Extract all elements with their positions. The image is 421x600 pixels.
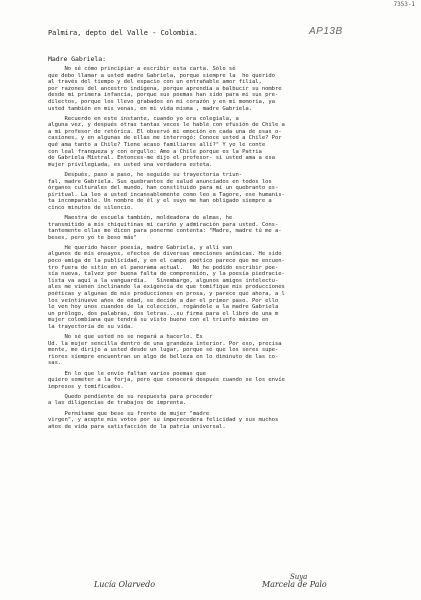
- paragraph-line: poco amiga de la publicidad, y en el campo poético parece que me encuen-: [48, 258, 285, 265]
- paragraph-line: No sé cómo principiar a escribir esta carta. Sólo sé: [48, 66, 236, 72]
- paragraph-line: un prólogo, dos palabras, dos letras...su firma para el libro de una m: [48, 310, 279, 317]
- paragraph-line: Ud. la mujer sencilla dentro de una grandeza interior. Por eso, precisa: [48, 340, 282, 347]
- paragraph-line: ta incomparable. Un nombre de él y el suyo me han obligado siempre a: [48, 198, 272, 205]
- paragraph-line: casiones, y en algunas de ellas me interrogó: Conoce usted a Chile? Por: [48, 135, 282, 142]
- signature-left: Lucía Olarvedo: [94, 580, 156, 589]
- paragraph-line: virgen", y acepte mis votos por su imperecedera felicidad y sus muchos: [48, 417, 279, 424]
- paragraph: [48, 411, 410, 431]
- paragraph: [48, 371, 410, 391]
- paragraph-line: tantemente ellas me dicen para ponerme contenta: "Madre, madre tú me a-: [48, 228, 282, 235]
- paragraph-line: cinco minutos de silencio.: [48, 204, 134, 211]
- paragraph-line: que debo llamar a usted madre Gabriela, porque siempre la he querido: [48, 72, 275, 79]
- paragraph-line: He querido hacer poesía, madre Gabriela, y allí van: [48, 244, 233, 251]
- archive-number: 7353-1: [393, 1, 415, 8]
- paragraph-line: impresos y tomificados.: [48, 383, 124, 390]
- paragraph: [48, 215, 410, 241]
- paragraph-line: qué ama tanto a Chile? Tiene acaso familiares allí?" Y yo le conte: [48, 142, 266, 149]
- paragraph-line: tro fuera de sitio en el panorama actual. No he podido escribir poe-: [48, 264, 279, 271]
- paragraph-line: le ven hoy unos cuandos de la colección, rogándole a la madre Gabriela: [48, 304, 279, 311]
- paragraph-line: algunos de mis ensayos, efectos de diversas emociones anímicas. He sido: [48, 251, 282, 258]
- paragraph-line: por razones del ancestro indígena, porque aprendía a balbucir su nombre: [48, 85, 282, 92]
- paragraph-line: órganos culturales del mundo, han constituido para mí un quebranto es-: [48, 185, 279, 192]
- paragraph-line: sía nueva, talvez por buena falta de comprensión, y la poesía piedracie-: [48, 271, 285, 278]
- paragraph-line: alguna vez, y después otras tantas veces le hablé con efusión de Chile a: [48, 122, 285, 129]
- paragraph-line: de Gabriela Mistral. Entonces-me dijo el profesor- si usted ama a esa: [48, 155, 275, 162]
- salutation: Madre Gabriela:: [48, 55, 106, 63]
- paragraph-line: años de vida para satisfacción de la patria universal.: [48, 423, 226, 430]
- paragraph-line: mente, me dirijo a usted desde un lugar, porque sé que los seres supe-: [48, 347, 279, 354]
- paragraph: [48, 245, 410, 331]
- paragraph-line: quiero someter a la forja, pero que conocerá después cuando se los envíe: [48, 377, 285, 384]
- paragraph-line: mujer colombiana que tendrá su visto bueno con el triunfo máximo en: [48, 317, 269, 324]
- letter-body: [48, 66, 410, 434]
- paragraph-line: piritual. La leo a usted incansablemente como leo a Tagore, ese humanis-: [48, 191, 285, 198]
- paragraph-line: desde mi primera infancia, porque sus poemas han sido para mi sus pre-: [48, 92, 279, 99]
- paragraph-line: Quedo pendiente de su respuesta para proceder: [48, 393, 213, 400]
- signature-right: Marcela de Palo: [262, 580, 327, 589]
- paragraph: [48, 334, 410, 367]
- paragraph-line: sas.: [48, 360, 62, 367]
- paragraph-line: beses, pero yo te beso más": [48, 234, 137, 241]
- paragraph-line: Recuerdo en este instante, cuando yo era colegiala, a: [48, 115, 239, 122]
- paragraph-line: los veintinueve años de edad, se decide a dar el primer paso. Por ello: [48, 297, 279, 304]
- letter-heading: Palmira, depto del Valle - Colombia.: [48, 29, 198, 37]
- paragraph-line: usted también en mis venas, en mi vida misma , madre Gabriela.: [48, 105, 252, 112]
- paragraph-line: riores siempre encuentran un algo de belleza en lo diminuto de las co-: [48, 353, 279, 360]
- paragraph-line: la trayectoria de su vida.: [48, 323, 134, 330]
- paragraph: [48, 66, 410, 112]
- paragraph-line: poéticas y algunas de mis producciones en prosa, y parece que ahora, a l: [48, 291, 285, 297]
- paragraph-line: Maestra de escuela también, moldeadora de almas, he: [48, 214, 233, 221]
- paragraph-line: al través del tiempo y del espacio con un entrañable amor filial,: [48, 79, 262, 86]
- paragraph-line: Permítame que bese su frente de mujer "madre: [48, 410, 210, 417]
- closing: Suya: [290, 573, 308, 581]
- paragraph-line: transmitido a mis chiquitinas mi cariño y admiración para usted. Cons-: [48, 221, 279, 228]
- paragraph: [48, 172, 410, 212]
- paragraph-line: fal, madre Gabriela. Sus quebrantos de salud anunciados en todos los: [48, 178, 272, 185]
- paragraph-line: dilectos, porque los llevo grabados en mi corazón y en mi memoria, ya: [48, 98, 275, 105]
- paragraph: [48, 116, 410, 169]
- paragraph-line: lista va aquí a la vanguardia. Sinembargo, algunos amigos intelectu-: [48, 277, 279, 284]
- paragraph-line: a las diligencias de trabajos de imprenta.: [48, 400, 187, 407]
- folio-mark: AP13B: [309, 26, 343, 37]
- paragraph-line: a mi profesor de retórica. El observó mi emoción en cada una de esas o-: [48, 128, 282, 135]
- paragraph-line: mujer privilegiada, es usted una verdadera esteta.: [48, 161, 213, 168]
- paragraph: [48, 394, 410, 407]
- paragraph-line: Después, paso a paso, he seguido su trayectoria triun-: [48, 171, 243, 178]
- paragraph-line: En lo que le envío faltan varios poemas que: [48, 370, 206, 377]
- paragraph-line: No sé que usted no se negará a hacerlo. Es: [48, 334, 203, 341]
- paragraph-line: con leal franqueza y con orgullo: Amo a Chile porque es la Patria: [48, 148, 262, 155]
- paragraph-line: ales me vienen inclinando la exigencia de que tomifique mis producciones: [48, 284, 285, 291]
